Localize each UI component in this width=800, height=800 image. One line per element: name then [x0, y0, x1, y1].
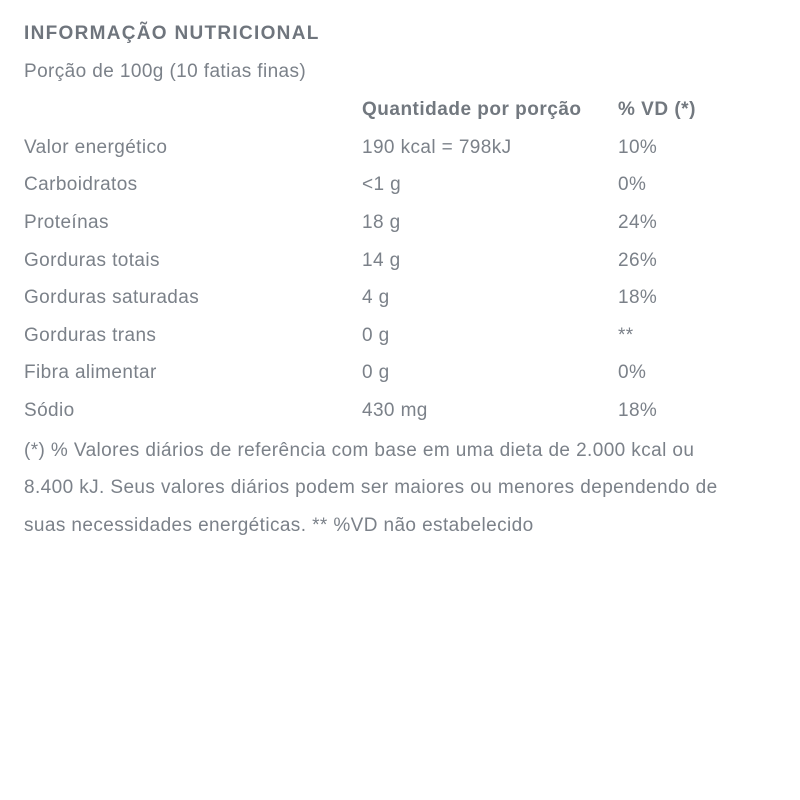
serving-size: Porção de 100g (10 fatias finas) [24, 61, 307, 82]
nutrient-vd: 24% [618, 211, 658, 233]
nutrient-vd: 18% [618, 399, 658, 421]
nutrient-quantity: 0 g [362, 324, 390, 346]
nutrient-label: Valor energético [24, 136, 168, 158]
footnote-line: suas necessidades energéticas. ** %VD não estabelecido [24, 514, 534, 536]
nutrient-quantity: 18 g [362, 211, 401, 233]
table-row [24, 392, 760, 430]
nutrient-quantity: 0 g [362, 362, 390, 384]
nutrient-label: Proteínas [24, 211, 109, 233]
nutrient-label: Carboidratos [24, 174, 138, 196]
page-title: INFORMAÇÃO NUTRICIONAL [24, 23, 320, 44]
nutrient-vd: 0% [618, 174, 647, 196]
nutrient-vd: ** [618, 324, 634, 346]
nutrient-label: Gorduras trans [24, 324, 157, 346]
nutrient-quantity: <1 g [362, 174, 402, 196]
nutrient-quantity: 190 kcal = 798kJ [362, 136, 512, 158]
table-row [24, 204, 760, 242]
nutrient-label: Gorduras totais [24, 249, 160, 271]
column-header-quantity: Quantidade por porção [362, 99, 582, 120]
nutrient-label: Gorduras saturadas [24, 287, 200, 309]
nutrient-vd: 10% [618, 136, 658, 158]
footnote-line: 8.400 kJ. Seus valores diários podem ser maiores ou menores dependendo de [24, 477, 718, 499]
table-row [24, 279, 760, 317]
nutrient-quantity: 14 g [362, 249, 401, 271]
nutrient-quantity: 430 mg [362, 399, 428, 421]
nutrient-vd: 0% [618, 362, 647, 384]
table-row [24, 355, 760, 393]
table-header-row [24, 91, 760, 129]
table-row [24, 129, 760, 167]
footnote-line: (*) % Valores diários de referência com base em uma dieta de 2.000 kcal ou [24, 439, 695, 461]
nutrient-label: Fibra alimentar [24, 362, 157, 384]
table-row [24, 317, 760, 355]
table-row [24, 242, 760, 280]
nutrient-vd: 26% [618, 249, 658, 271]
table-row [24, 167, 760, 205]
nutrient-label: Sódio [24, 399, 75, 421]
footnote [24, 432, 760, 545]
nutrient-quantity: 4 g [362, 287, 390, 309]
column-header-vd: % VD (*) [618, 99, 696, 120]
nutrient-vd: 18% [618, 287, 658, 309]
